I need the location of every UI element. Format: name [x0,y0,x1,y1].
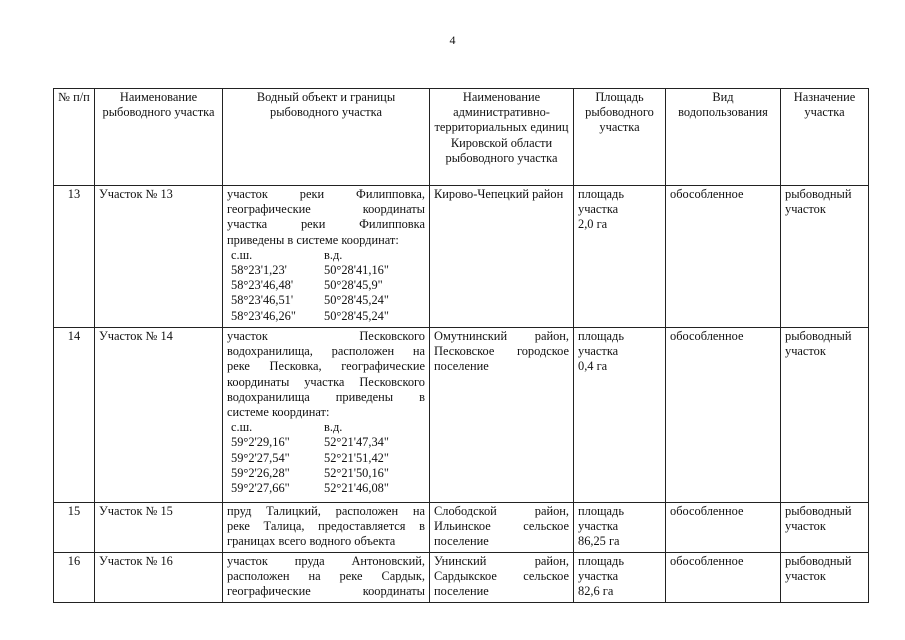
water-line: границах всего водного объекта [227,534,396,549]
row-admin [430,328,574,503]
admin-line: поселение [434,534,489,549]
coord-lon: 50°28'45,24" [324,308,389,323]
row-purpose [781,553,869,603]
table-row [54,328,869,503]
coord-lat: 59°2'27,66" [231,481,290,496]
water-line: географические координаты [227,584,425,599]
purpose-line: участок [785,519,826,534]
water-line: участок реки Филипповка, [227,187,425,201]
row-name: Участок № 14 [95,328,223,503]
row-purpose [781,503,869,553]
row-name: Участок № 16 [95,553,223,603]
row-name: Участок № 13 [95,186,223,328]
water-line: водохранилища приведены в [227,389,425,404]
header-admin: Наименование административно-территориальных единиц Кировской области рыбоводного участка [430,89,574,186]
row-purpose [781,328,869,503]
admin-line: Ильинское сельское [434,519,569,534]
coord-lon: 50°28'45,24" [324,293,389,308]
row-use: обособленное [666,328,781,503]
table-header-row [54,89,869,186]
water-line: участка реки Филипповка [227,217,425,232]
coord-lon: 52°21'47,34" [324,435,389,450]
admin-line: Песковское городское [434,344,569,359]
coord-lon: 52°21'46,08" [324,481,389,496]
water-line: участок Песковского [227,329,425,343]
purpose-line: участок [785,569,826,584]
purpose-line: рыбоводный [785,504,852,518]
row-admin [430,503,574,553]
coord-header-lat: с.ш. [231,247,253,262]
admin-line: Унинский район, [434,554,569,568]
purpose-line: участок [785,344,826,359]
area-line: участка [578,344,619,359]
row-num: 14 [54,328,95,503]
purpose-line: рыбоводный [785,329,852,343]
water-line: приведены в системе координат: [227,232,399,247]
admin-line: Омутнинский район, [434,329,569,343]
purpose-line: рыбоводный [785,187,852,201]
coord-lat: 59°2'29,16" [231,435,290,450]
coord-lat: 58°23'46,48' [231,278,294,293]
admin-line: Сардыкское сельское [434,569,569,584]
coord-lat: 59°2'26,28" [231,465,290,480]
header-area: Площадь рыбоводного участка [574,89,666,186]
header-purpose: Назначение участка [781,89,869,186]
row-use: обособленное [666,503,781,553]
row-purpose [781,186,869,328]
table-row [54,503,869,553]
area-line: 2,0 га [578,217,608,232]
water-line: водохранилища, расположен на [227,344,425,359]
row-num: 16 [54,553,95,603]
row-use: обособленное [666,186,781,328]
coord-lat: 58°23'46,26" [231,308,296,323]
table-row [54,553,869,603]
area-line: площадь [578,329,625,343]
row-use: обособленное [666,553,781,603]
coordinates-block [231,420,425,496]
area-line: площадь [578,554,625,568]
water-line: участок пруда Антоновский, [227,554,425,568]
row-water [223,503,430,553]
row-admin [430,553,574,603]
water-line: системе координат: [227,405,330,420]
purpose-line: рыбоводный [785,554,852,568]
row-water [223,553,430,603]
area-line: площадь [578,504,625,518]
row-num: 15 [54,503,95,553]
area-line: участка [578,569,619,584]
purpose-line: участок [785,202,826,217]
admin-line: Слободской район, [434,504,569,518]
coord-lat: 58°23'1,23' [231,263,287,278]
header-name: Наименование рыбоводного участка [95,89,223,186]
admin-line: поселение [434,359,489,374]
coord-lon: 52°21'51,42" [324,450,389,465]
header-use: Вид водопользования [666,89,781,186]
coord-lon: 52°21'50,16" [324,465,389,480]
row-admin: Кирово-Чепецкий район [430,186,574,328]
area-line: участка [578,202,619,217]
row-water [223,328,430,503]
water-line: пруд Талицкий, расположен на [227,504,425,518]
water-line: реке Песковка, географические [227,359,425,374]
coord-header-lon: в.д. [324,420,343,435]
water-line: реке Талица, предоставляется в [227,519,425,534]
row-area [574,186,666,328]
water-line: координаты участка Песковского [227,374,425,389]
row-water [223,186,430,328]
area-line: 86,25 га [578,534,620,549]
area-line: 0,4 га [578,359,608,374]
row-name: Участок № 15 [95,503,223,553]
header-water: Водный объект и границы рыбоводного участка [223,89,430,186]
row-area [574,553,666,603]
coord-lat: 59°2'27,54" [231,450,290,465]
page-number: 4 [449,33,456,47]
water-line: расположен на реке Сардык, [227,569,425,584]
coord-header-lon: в.д. [324,247,343,262]
area-line: участка [578,519,619,534]
row-num: 13 [54,186,95,328]
coord-lon: 50°28'45,9" [324,278,383,293]
coord-header-lat: с.ш. [231,420,253,435]
admin-line: поселение [434,584,489,599]
area-line: 82,6 га [578,584,614,599]
coord-lat: 58°23'46,51' [231,293,294,308]
water-line: географические координаты [227,202,425,217]
fish-plots-table [53,88,869,603]
header-num: № п/п [54,89,95,186]
coordinates-block [231,248,425,324]
row-area [574,503,666,553]
row-area [574,328,666,503]
coord-lon: 50°28'41,16" [324,263,389,278]
area-line: площадь [578,187,625,201]
table-row [54,186,869,328]
